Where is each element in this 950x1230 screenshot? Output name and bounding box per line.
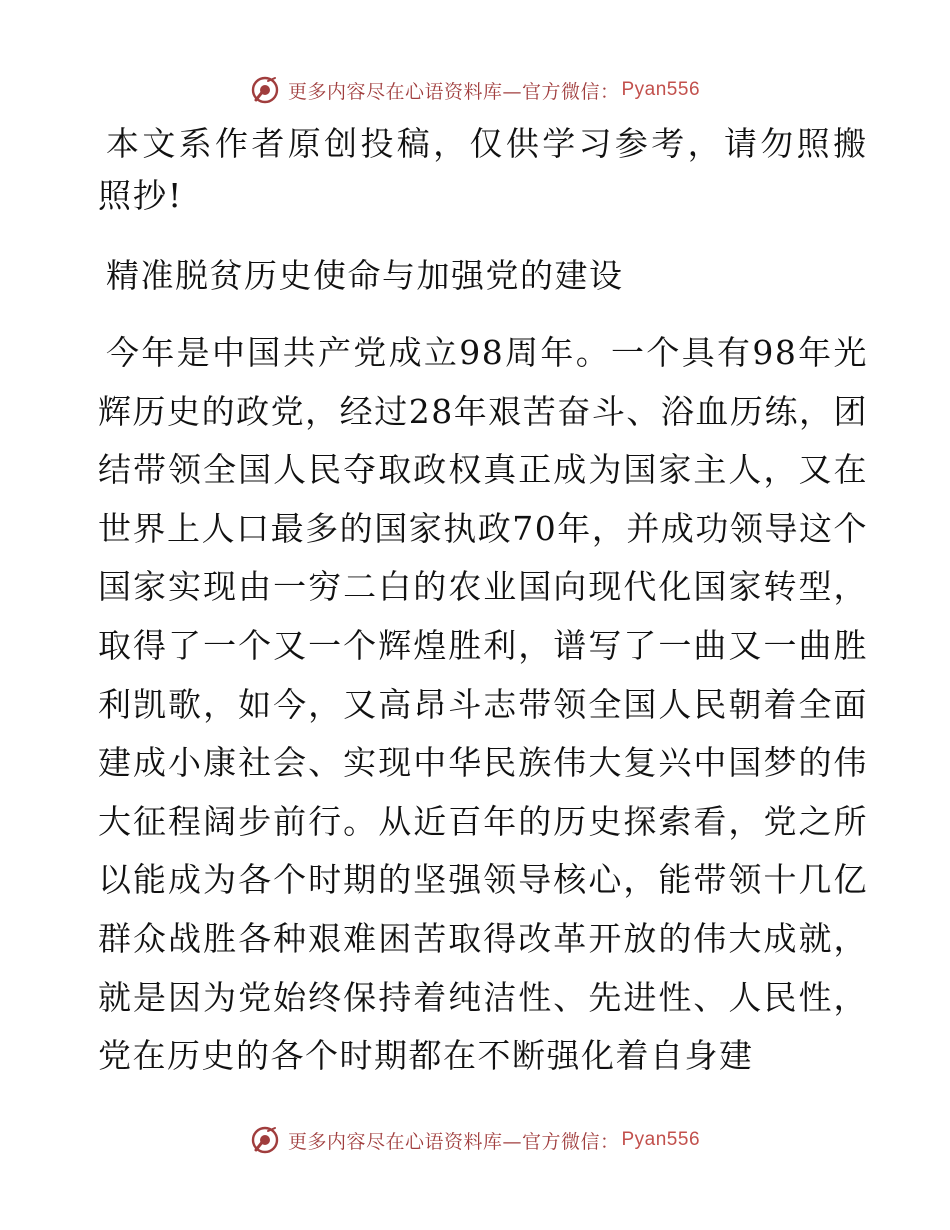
wechat-id: Pyan556 xyxy=(621,79,701,100)
copyright-notice: 本文系作者原创投稿，仅供学习参考，请勿照搬照抄! xyxy=(98,124,868,215)
banner-text: 更多内容尽在心语资料库—官方微信： xyxy=(287,80,620,103)
document-title: 精准脱贫历史使命与加强党的建设 xyxy=(106,256,624,295)
header-watermark-banner xyxy=(0,72,950,108)
pen-logo-icon xyxy=(250,1125,280,1155)
footer-watermark-banner xyxy=(0,1122,950,1158)
pen-logo-icon xyxy=(250,75,280,105)
wechat-id: Pyan556 xyxy=(621,1129,701,1150)
banner-text: 更多内容尽在心语资料库—官方微信： xyxy=(287,1130,620,1153)
body-paragraph: 今年是中国共产党成立98周年。一个具有98年光辉历史的政党，经过28年艰苦奋斗、浴血历练，团结带领全国人民夺取政权真正成为国家主人，又在世界上人口最多的国家执政70年，并成功领导这个国家实现由一穷二白的农业国向现代化国家转型，取得了一个又一个辉煌胜利，谱写了一曲又一曲胜利凯歌，如今，又高昂斗志带领全国人民朝着全面建成小康社会、实现中华民族伟大复兴中国梦的伟大征程阔步前行。从近百年的历史探索看，党之所以能成为各个时期的坚强领导核心，能带领十几亿群众战胜各种艰难困苦取得改革开放的伟大成就，就是因为党始终保持着纯洁性、先进性、人民性，党在历史的各个时期都在不断强化着自身建 xyxy=(98,333,868,1076)
